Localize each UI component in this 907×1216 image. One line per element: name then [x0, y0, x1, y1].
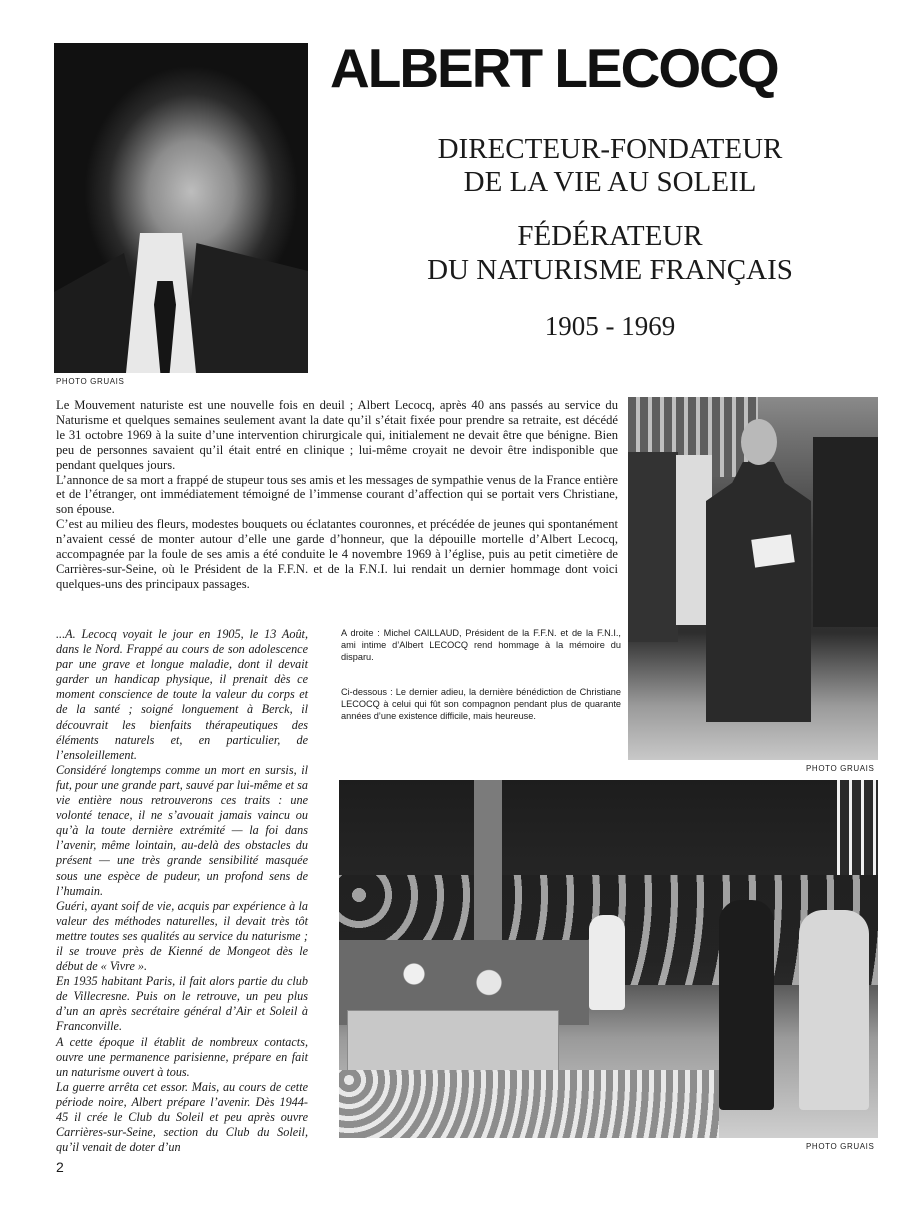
- funeral-photo-tree: [474, 780, 502, 940]
- intro-paragraph: Le Mouvement naturiste est une nouvelle fois en deuil ; Albert Lecocq, après 40 ans passés au service du Naturisme et quelques semaines seulement avant la date qu’il s’était fixée pour prendre sa retraite, est décédé le 31 octobre 1969 à la suite d’une intervention chirurgicale qui, initialement ne devait être que bénigne. Bien peu de personnes savaient qu’il était entré en clinique ; lui-même croyait ne devoir être indisponible que pendant quelques jours.: [56, 398, 618, 472]
- subtitle-federateur: [330, 219, 890, 287]
- funeral-photo-credit: PHOTO GRUAIS: [806, 1142, 875, 1151]
- biography-paragraph: A cette époque il établit de nombreux contacts, ouvre une permanence parisienne, prépare en fait un naturisme ouvert à tous.: [56, 1034, 308, 1079]
- biography-paragraph: Considéré longtemps comme un mort en sursis, il fut, pour une grande part, sauvé par lui-même et sa vie entière nous retrouverons ces traits : une volonté tenace, il ne s’avouait jamais vaincu ou qu’à la toute dernière extrémité — la foi dans l’avenir, même lointain, au-delà des obstacles du présent — une très grande sensibilité masquée sous une espèce de pudeur, un profond sens de l’humain.: [56, 762, 308, 898]
- funeral-photo: [339, 780, 878, 1138]
- intro-paragraph: C’est au milieu des fleurs, modestes bouquets ou éclatantes couronnes, et précédée de jeunes qui spontanément n’avaient cessé de monter autour d’elle une garde d’honneur, que la dépouille mortelle d’Albert Lecocq, accompagnée par la foule de ses amis a été conduite le 4 novembre 1969 à l’église, puis au petit cimetière de Carrières-sur-Seine, où le Président de la F.F.N. et de la F.N.I. lui rendait un dernier hommage dont voici quelques-uns des principaux passages.: [56, 517, 618, 591]
- funeral-photo-light-coat: [799, 910, 869, 1110]
- funeral-photo-gate: [837, 780, 878, 875]
- funeral-photo-coffin: [347, 1010, 559, 1077]
- page-number: 2: [56, 1159, 64, 1176]
- intro-text: [56, 398, 618, 592]
- tribute-photo-crowd-left: [628, 452, 678, 642]
- subtitle-federateur-line-2: DU NATURISME FRANÇAIS: [427, 254, 793, 286]
- tribute-photo-crowd-right: [813, 437, 878, 627]
- caption-below: Ci-dessous : Le dernier adieu, la dernière bénédiction de Christiane LECOCQ à celui qui fût son compagnon pendant plus de quarante années d’une existence difficile, mais heureuse.: [341, 687, 621, 721]
- caption-right: A droite : Michel CAILLAUD, Président de la F.F.N. et de la F.N.I., ami intime d’Albert LECOCQ rend hommage à la mémoire du disparu.: [341, 628, 621, 662]
- biography-paragraph: Guéri, ayant soif de vie, acquis par expérience à la valeur des méthodes naturelles, il devait très tôt mettre toutes ses qualités au service du naturisme ; il se trouve près de Kienné de Mongeot dès le début de « Vivre ».: [56, 898, 308, 974]
- intro-paragraph: L’annonce de sa mort a frappé de stupeur tous ses amis et les messages de sympathie venus de la France entière et de l’étranger, ont immédiatement témoigné de l’immense courant d’affection qui se portait vers Christiane, son épouse.: [56, 472, 618, 517]
- tribute-photo: [628, 397, 878, 760]
- page-title: ALBERT LECOCQ: [330, 37, 778, 99]
- portrait-photo-credit: PHOTO GRUAIS: [56, 377, 125, 386]
- biography-paragraph: La guerre arrêta cet essor. Mais, au cours de cette période noire, Albert prépare l’avenir. Dès 1944-45 il crée le Club du Soleil et peu après ouvre Carrières-sur-Seine, section du Club du Soleil, qu’il venait de doter d’un: [56, 1079, 308, 1155]
- subtitle-directeur-line-2: DE LA VIE AU SOLEIL: [463, 166, 757, 198]
- biography-column: [56, 627, 308, 1155]
- tribute-photo-paper: [751, 534, 795, 567]
- subtitle-directeur-line-1: DIRECTEUR-FONDATEUR: [437, 133, 783, 165]
- funeral-photo-widow: [719, 900, 774, 1110]
- subtitle-directeur: [330, 133, 890, 199]
- biography-paragraph: En 1935 habitant Paris, il fait alors partie du club de Villecresne. Puis on le retrouve, un peu plus d’un an après secrétaire général d’Air et Soleil à Franconville.: [56, 974, 308, 1034]
- funeral-photo-flowers: [339, 1070, 719, 1138]
- biography-paragraph: ...A. Lecocq voyait le jour en 1905, le 13 Août, dans le Nord. Frappé au cours de son adolescence par une grave et longue maladie, dont il devait garder un handicap physique, il prenait dès ce moment conscience de toute la valeur du corps et de la santé ; soigné longuement à Berck, il découvrait les bienfaits thérapeutiques des éléments naturels et, en particulier, de l’ensoleillement.: [56, 627, 308, 762]
- subtitle-federateur-line-1: FÉDÉRATEUR: [517, 220, 703, 252]
- funeral-photo-woman-white: [589, 915, 625, 1010]
- tribute-photo-speaker-head: [741, 419, 777, 465]
- tribute-photo-credit: PHOTO GRUAIS: [806, 764, 875, 773]
- portrait-photo: [54, 43, 308, 373]
- portrait-suit-right: [184, 243, 308, 373]
- tribute-photo-speaker: [706, 462, 811, 722]
- life-dates: 1905 - 1969: [544, 311, 676, 341]
